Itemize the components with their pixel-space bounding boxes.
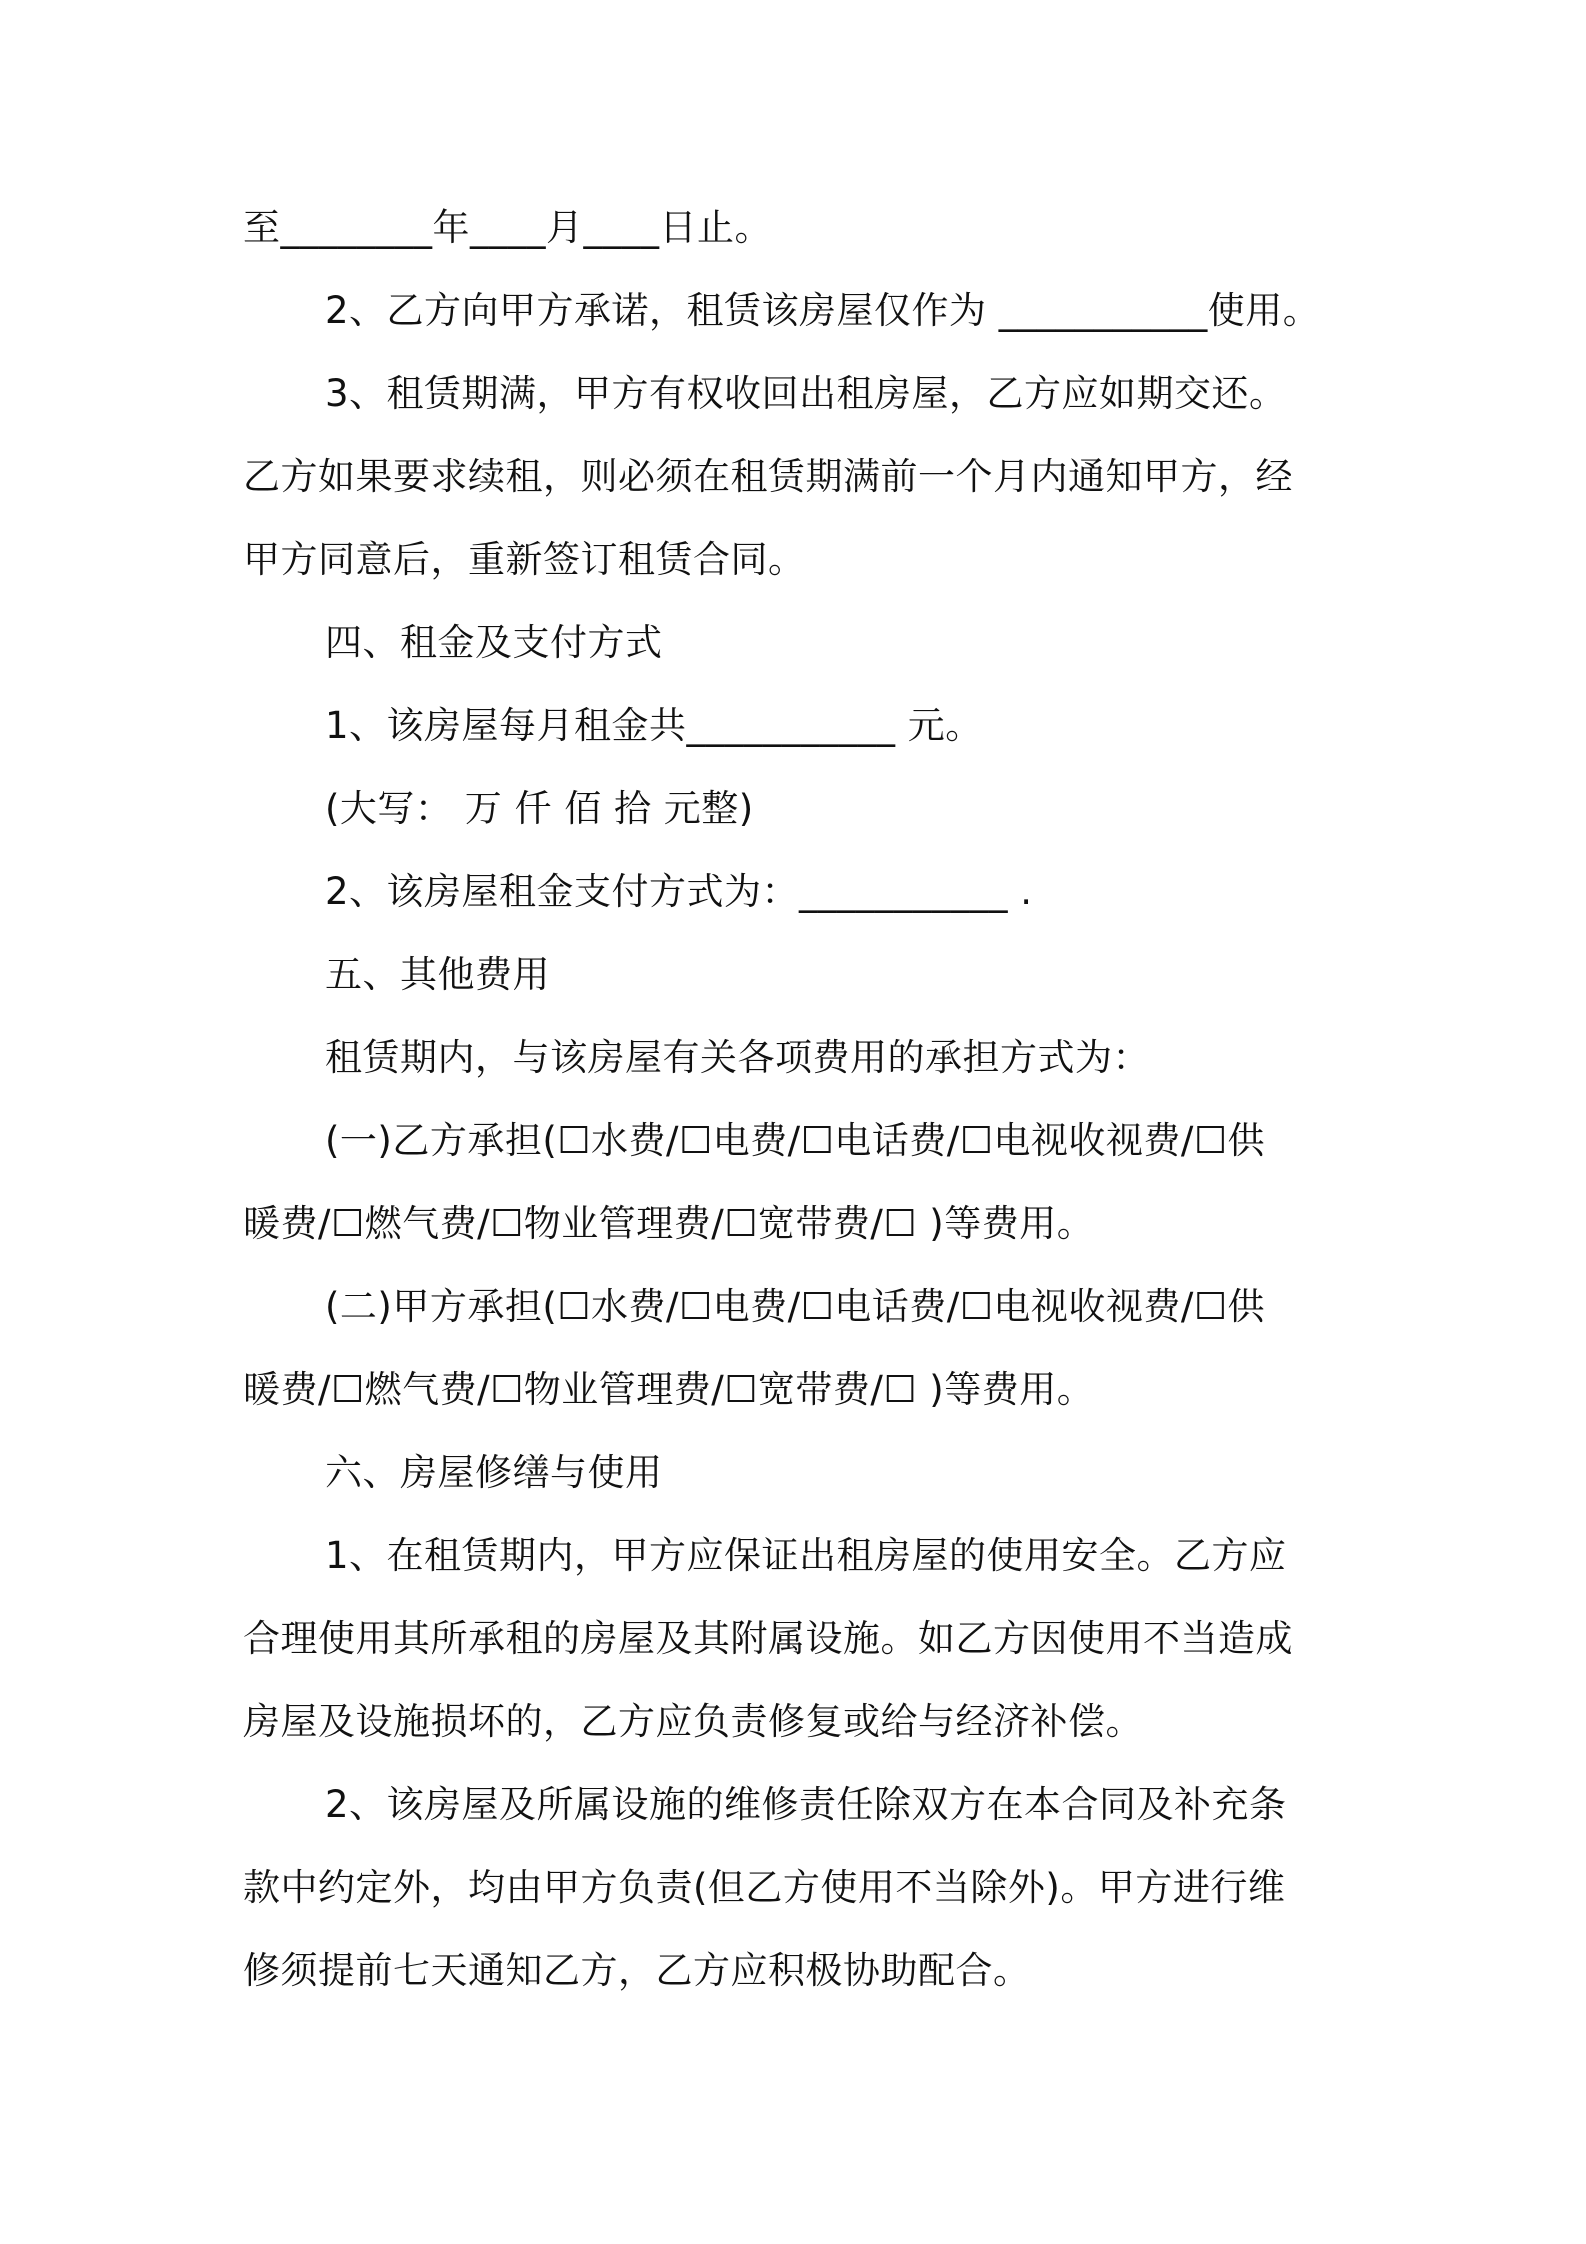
text-line: (大写： 万 仟 佰 拾 元整) — [325, 787, 754, 830]
text-line: 乙方如果要求续租，则必须在租赁期满前一个月内通知甲方，经 — [243, 455, 1293, 498]
section-heading: 五、其他费用 — [325, 953, 550, 996]
text-line: 租赁期内，与该房屋有关各项费用的承担方式为： — [325, 1036, 1150, 1079]
text-line: 1、该房屋每月租金共___________ 元。 — [325, 704, 983, 747]
text-line: 2、乙方向甲方承诺，租赁该房屋仅作为 ___________使用。 — [325, 289, 1321, 332]
text-line: 修须提前七天通知乙方，乙方应积极协助配合。 — [243, 1949, 1031, 1992]
text-line: 2、该房屋租金支付方式为：___________ . — [325, 870, 1033, 913]
text-line: 暖费/☐燃气费/☐物业管理费/☐宽带费/☐ )等费用。 — [243, 1368, 1095, 1411]
text-line: 1、在租赁期内，甲方应保证出租房屋的使用安全。乙方应 — [325, 1534, 1287, 1577]
text-line: 合理使用其所承租的房屋及其附属设施。如乙方因使用不当造成 — [243, 1617, 1293, 1660]
text-line: (二)甲方承担(☐水费/☐电费/☐电话费/☐电视收视费/☐供 — [325, 1285, 1266, 1328]
text-line: 至________年____月____日止。 — [243, 206, 772, 249]
text-line: 甲方同意后，重新签订租赁合同。 — [243, 538, 806, 581]
section-heading: 六、房屋修缮与使用 — [325, 1451, 663, 1494]
text-line: 款中约定外，均由甲方负责(但乙方使用不当除外)。甲方进行维 — [243, 1866, 1286, 1909]
section-heading: 四、租金及支付方式 — [325, 621, 663, 664]
text-line: 房屋及设施损坏的，乙方应负责修复或给与经济补偿。 — [243, 1700, 1143, 1743]
text-line: 2、该房屋及所属设施的维修责任除双方在本合同及补充条 — [325, 1783, 1287, 1826]
text-line: (一)乙方承担(☐水费/☐电费/☐电话费/☐电视收视费/☐供 — [325, 1119, 1266, 1162]
text-line: 暖费/☐燃气费/☐物业管理费/☐宽带费/☐ )等费用。 — [243, 1202, 1095, 1245]
text-line: 3、租赁期满，甲方有权收回出租房屋，乙方应如期交还。 — [325, 372, 1287, 415]
